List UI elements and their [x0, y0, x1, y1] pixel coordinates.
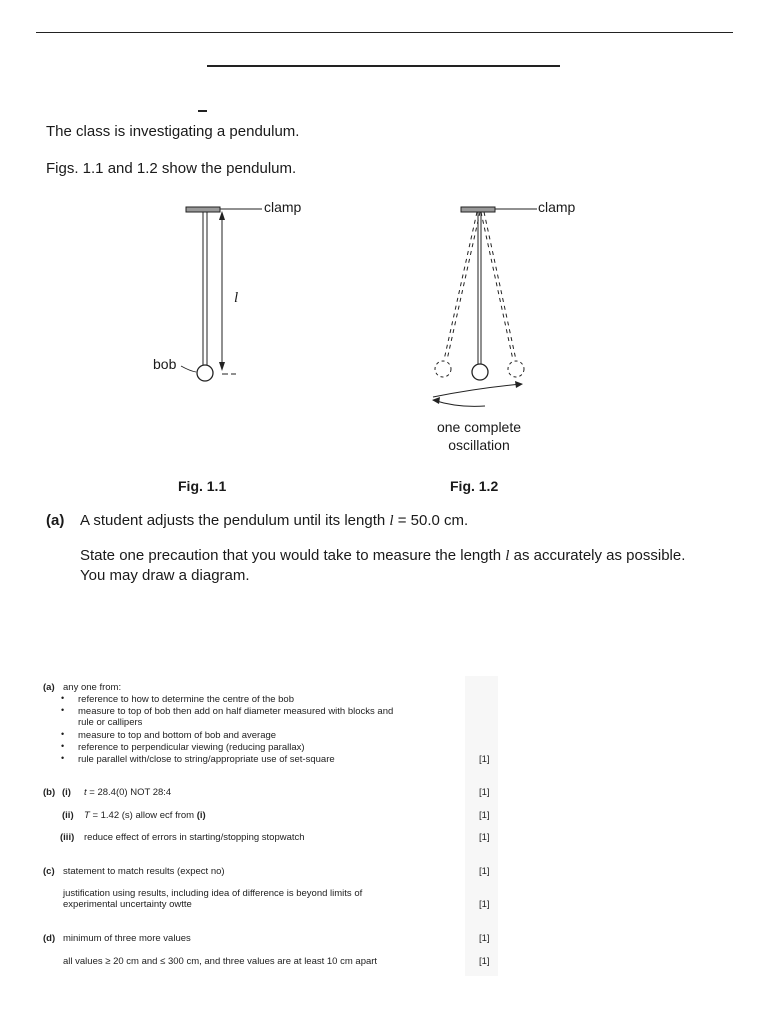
bullet: •	[61, 753, 65, 763]
ms-b-ii-mark: [1]	[479, 810, 490, 821]
fig-1-1-diagram	[181, 207, 262, 381]
bullet: •	[61, 693, 65, 703]
ms-c-text-2b: experimental uncertainty owtte	[63, 899, 192, 910]
ms-b-ii-label: (ii)	[62, 810, 74, 821]
clamp-block-2	[461, 207, 495, 212]
ms-a-point-3: measure to top and bottom of bob and average	[78, 730, 277, 741]
ms-a-point-2: measure to top of bob then add on half diameter measured with blocks and	[78, 706, 394, 717]
bullet: •	[61, 741, 65, 751]
ms-b-i-mark: [1]	[479, 787, 490, 798]
ms-c-label: (c)	[43, 866, 55, 877]
ms-b-iii-text: reduce effect of errors in starting/stopping stopwatch	[84, 832, 305, 843]
clamp-block	[186, 207, 220, 212]
ms-b-iii-label: (iii)	[60, 832, 75, 843]
ms-b-iii-mark: [1]	[479, 832, 490, 843]
ms-a-intro: any one from:	[63, 682, 122, 693]
fig-1-2-caption: Fig. 1.2	[450, 478, 499, 494]
fig1-length-symbol: l	[234, 290, 239, 306]
fig2-osc-line-1: one complete	[436, 419, 522, 435]
ms-a-label: (a)	[43, 682, 55, 693]
ms-c-mark-2: [1]	[479, 899, 490, 910]
ms-d-mark-1: [1]	[479, 933, 490, 944]
question-a-line-3: You may draw a diagram.	[80, 567, 250, 584]
ms-d-text-1: minimum of three more values	[63, 933, 191, 944]
ms-d-label: (d)	[43, 933, 56, 944]
ms-a-point-1: reference to how to determine the centre of the bob	[78, 694, 294, 705]
ms-c-mark-1: [1]	[479, 866, 490, 877]
bullet: •	[61, 705, 65, 715]
ms-d-mark-2: [1]	[479, 956, 490, 967]
fig1-clamp-label: clamp	[264, 199, 302, 215]
ms-a-point-4: reference to perpendicular viewing (reducing parallax)	[78, 742, 305, 753]
ms-a-mark: [1]	[479, 754, 490, 765]
ms-b-ii-text: T = 1.42 (s) allow ecf from (i)	[84, 810, 206, 821]
question-a-line-2: State one precaution that you would take to measure the length l as accurately as possible.	[80, 547, 686, 564]
ms-a-point-5: rule parallel with/close to string/appropriate use of set-square	[78, 754, 335, 765]
fig-1-1-caption: Fig. 1.1	[178, 478, 227, 494]
question-a-label: (a)	[46, 512, 65, 529]
bob-circle	[197, 365, 213, 381]
ms-b-i-label: (i)	[62, 787, 71, 798]
intro-line-2: Figs. 1.1 and 1.2 show the pendulum.	[46, 160, 297, 177]
ms-a-point-2-cont: rule or callipers	[78, 717, 143, 728]
fig1-bob-label: bob	[153, 356, 177, 372]
bullet: •	[61, 729, 65, 739]
ms-c-text-2a: justification using results, including idea of difference is beyond limits of	[63, 888, 363, 899]
question-a-line-1: A student adjusts the pendulum until its length l = 50.0 cm.	[80, 512, 469, 529]
marks-column-shade	[465, 676, 498, 976]
fig2-osc-line-2: oscillation	[448, 437, 510, 453]
fig-1-2-diagram	[432, 207, 537, 406]
ms-d-text-2: all values ≥ 20 cm and ≤ 300 cm, and three values are at least 10 cm apart	[63, 956, 378, 967]
intro-line-1: The class is investigating a pendulum.	[46, 123, 300, 140]
ms-b-i-text: t = 28.4(0) NOT 28:4	[84, 787, 172, 798]
pendulum-figures	[0, 0, 768, 500]
fig2-clamp-label: clamp	[538, 199, 576, 215]
ms-c-text-1: statement to match results (expect no)	[63, 866, 225, 877]
ms-b-label: (b)	[43, 787, 56, 798]
